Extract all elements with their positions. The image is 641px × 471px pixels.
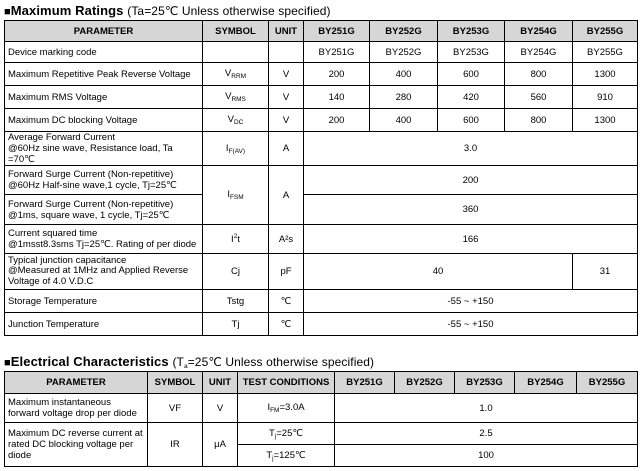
value-cell: 1300 — [573, 63, 638, 86]
col-by254g: BY254G — [515, 372, 577, 394]
symbol-text: I — [225, 142, 229, 154]
max-ratings-title-text: Maximum Ratings — [10, 3, 124, 18]
param-cell: Maximum Repetitive Peak Reverse Voltage — [5, 63, 203, 86]
elec-subtitle — [172, 355, 374, 369]
col-parameter: PARAMETER — [5, 372, 148, 394]
cond-text: T — [266, 449, 273, 461]
param-cell: Maximum RMS Voltage — [5, 86, 203, 109]
max-ratings-table — [4, 20, 638, 336]
header-row — [5, 21, 638, 42]
unit-cell: ℃ — [269, 313, 304, 336]
unit-cell: V — [269, 86, 304, 109]
value-cell: 800 — [505, 109, 573, 132]
col-symbol: SYMBOL — [203, 21, 269, 42]
col-by254g: BY254G — [505, 21, 573, 42]
col-by255g: BY255G — [573, 21, 638, 42]
elec-subtitle-post: =25℃ Unless otherwise specified) — [187, 355, 375, 369]
param-cell: Junction Temperature — [5, 313, 203, 336]
param-cell: Forward Surge Current (Non-repetitive) @1ms, square wave, 1 cycle, Tj=25℃ — [5, 195, 203, 225]
table-row — [5, 290, 638, 313]
cond-tail: =125℃ — [273, 449, 306, 461]
table-row — [5, 254, 638, 290]
symbol-subscript: DC — [233, 119, 244, 126]
table-row — [5, 195, 638, 225]
value-cell: 800 — [505, 63, 573, 86]
symbol-cell — [203, 225, 269, 254]
cond-subscript: j — [272, 454, 274, 462]
table-row — [5, 132, 638, 166]
symbol-cell: Tstg — [203, 290, 269, 313]
symbol-cell: IR — [148, 423, 203, 467]
value-cell: 420 — [438, 86, 505, 109]
value-cell: BY251G — [304, 42, 370, 63]
condition-cell — [238, 423, 335, 445]
value-cell: 280 — [370, 86, 438, 109]
value-cell: BY254G — [505, 42, 573, 63]
value-cell: 200 — [304, 109, 370, 132]
col-parameter: PARAMETER — [5, 21, 203, 42]
col-by251g: BY251G — [304, 21, 370, 42]
symbol-cell — [203, 86, 269, 109]
condition-cell — [238, 394, 335, 423]
col-by252g: BY252G — [395, 372, 455, 394]
col-test-conditions: TEST CONDITIONS — [238, 372, 335, 394]
elec-subtitle-sub: a — [183, 363, 188, 370]
value-cell: 200 — [304, 166, 638, 195]
table-row — [5, 423, 638, 445]
symbol-cell: Tj — [203, 313, 269, 336]
symbol-subscript: RMS — [231, 96, 246, 103]
value-cell: 2.5 — [335, 423, 638, 445]
param-cell: Maximum instantaneous forward voltage drop per diode — [5, 394, 148, 423]
cond-subscript: FM — [270, 407, 280, 414]
value-cell: 140 — [304, 86, 370, 109]
cond-tail: =3.0A — [279, 402, 305, 413]
table-row — [5, 313, 638, 336]
col-by251g: BY251G — [335, 372, 395, 394]
symbol-cell — [203, 132, 269, 166]
value-cell: 31 — [573, 254, 638, 290]
unit-cell: A²s — [269, 225, 304, 254]
cond-text: I — [267, 402, 271, 413]
unit-cell: V — [269, 109, 304, 132]
col-unit: UNIT — [269, 21, 304, 42]
symbol-subscript: FSM — [229, 194, 244, 201]
value-cell: 1300 — [573, 109, 638, 132]
param-cell: Storage Temperature — [5, 290, 203, 313]
table-row — [5, 86, 638, 109]
table-row — [5, 109, 638, 132]
symbol-superscript: 2 — [233, 232, 238, 240]
unit-cell: V — [203, 394, 238, 423]
param-cell: Maximum DC reverse current at rated DC blocking voltage per diode — [5, 423, 148, 467]
table-row — [5, 394, 638, 423]
col-by253g: BY253G — [455, 372, 515, 394]
condition-cell — [238, 445, 335, 467]
value-cell: 360 — [304, 195, 638, 225]
symbol-cell: VF — [148, 394, 203, 423]
symbol-cell — [203, 42, 269, 63]
elec-subtitle-pre: (T — [172, 355, 184, 369]
symbol-subscript: F(AV) — [228, 147, 246, 155]
col-by255g: BY255G — [577, 372, 638, 394]
elec-title-text: Electrical Characteristics — [10, 354, 169, 369]
table-row — [5, 166, 638, 195]
value-cell: 560 — [505, 86, 573, 109]
max-ratings-title — [4, 3, 331, 18]
unit-cell: ℃ — [269, 290, 304, 313]
value-cell: 600 — [438, 109, 505, 132]
cond-subscript: j — [274, 432, 277, 440]
symbol-tail: t — [237, 234, 240, 246]
title-marker: ■ — [4, 357, 11, 369]
max-ratings-subtitle: (Ta=25℃ Unless otherwise specified) — [127, 4, 331, 18]
header-row — [5, 372, 638, 394]
param-cell: Maximum DC blocking Voltage — [5, 109, 203, 132]
value-cell: 166 — [304, 225, 638, 254]
value-cell: 40 — [304, 254, 573, 290]
value-cell: BY252G — [370, 42, 438, 63]
unit-cell: pF — [269, 254, 304, 290]
col-symbol: SYMBOL — [148, 372, 203, 394]
table-row — [5, 63, 638, 86]
param-cell: Forward Surge Current (Non-repetitive) @60Hz Half-sine wave,1 cycle, Tj=25℃ — [5, 166, 203, 195]
symbol-text: V — [224, 68, 232, 79]
symbol-text: V — [225, 91, 232, 102]
value-cell: BY253G — [438, 42, 505, 63]
value-cell: 100 — [335, 445, 638, 467]
value-cell: 3.0 — [304, 132, 638, 166]
value-cell: 400 — [370, 63, 438, 86]
symbol-cell — [203, 166, 269, 225]
table-row — [5, 225, 638, 254]
unit-cell: μA — [203, 423, 238, 467]
title-marker: ■ — [4, 6, 11, 18]
table-row — [5, 42, 638, 63]
col-by252g: BY252G — [370, 21, 438, 42]
cond-text: T — [268, 427, 275, 439]
col-by253g: BY253G — [438, 21, 505, 42]
value-cell: 200 — [304, 63, 370, 86]
symbol-text: I — [231, 234, 234, 246]
elec-title — [4, 354, 374, 370]
value-cell: -55 ~ +150 — [304, 290, 638, 313]
unit-cell: V — [269, 63, 304, 86]
symbol-cell — [203, 63, 269, 86]
unit-cell: A — [269, 132, 304, 166]
unit-cell: A — [269, 166, 304, 225]
cond-tail: =25℃ — [276, 427, 304, 439]
symbol-text: V — [227, 114, 234, 125]
value-cell: 600 — [438, 63, 505, 86]
value-cell: 400 — [370, 109, 438, 132]
param-cell: Device marking code — [5, 42, 203, 63]
value-cell: BY255G — [573, 42, 638, 63]
param-cell: Average Forward Current @60Hz sine wave, Resistance load, Ta =70℃ — [5, 132, 203, 166]
value-cell: 910 — [573, 86, 638, 109]
param-cell: Current squared time @1msst8.3sms Tj=25℃. Rating of per diode — [5, 225, 203, 254]
col-unit: UNIT — [203, 372, 238, 394]
symbol-cell — [203, 109, 269, 132]
symbol-subscript: RRM — [231, 73, 247, 80]
unit-cell — [269, 42, 304, 63]
value-cell: -55 ~ +150 — [304, 313, 638, 336]
symbol-cell: Cj — [203, 254, 269, 290]
value-cell: 1.0 — [335, 394, 638, 423]
param-cell: Typical junction capacitance @Measured at 1MHz and Applied Reverse Voltage of 4.0 V.D.C — [5, 254, 203, 290]
elec-table — [4, 371, 638, 467]
symbol-text: I — [227, 189, 230, 200]
